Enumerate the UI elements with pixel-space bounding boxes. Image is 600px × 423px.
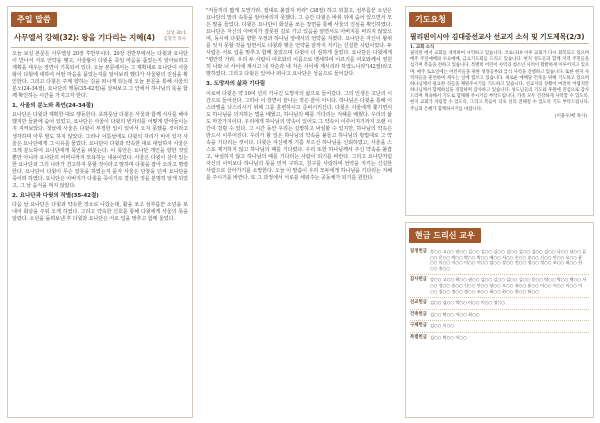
mission-news-title: 필리핀이시아 김대중선교사 선교지 소식 및 기도제목(2/3) — [410, 31, 589, 44]
offering-category: 선교헌금 — [410, 300, 427, 306]
offering-names: 김○○ 박○○ 이○○ — [430, 334, 467, 340]
sermon-title: 사무엘서 강해(32): 왕을 기다리는 지혜(4) — [14, 33, 155, 42]
sermon-continued-column — [204, 6, 394, 418]
section-paragraph-2: 다음 날 요나단은 다윗과 약속한 장소로 나갔는데, 활을 쏘고 심부름꾼 소년을 보내어 화살을 주워 오게 하였다. 그리고 약속한 신호를 통해 다윗에게 사울의 뜻을 알렸다. 소년을 돌려보낸 후 다윗과 요나단은 서로 입을 맞추고 함께 울었다. — [12, 201, 188, 223]
right-column — [405, 6, 594, 418]
mission-news-signature: (이용우/배 목사) — [554, 113, 587, 119]
sermon-passage: 삼상 30:1 — [166, 31, 186, 36]
offering-names: 김○○ 김○○ 박○○ 이○○ 이○○ 정○○ — [430, 300, 505, 306]
continued-paragraph: "저들끼리 짧게 도망가라. 절대로 붙잡지 마라" (38절) 하고 외쳤고, 심부름꾼 소년은 요나단의 말의 속뜻을 알아차리지 못했다. 그 순간 다윗은 바위 뒤에 숨어 있으면서 모든 말을 들었다. 다윗은 요나단이 화살을 쏘는 장면을 통해 사울의 진심을 확인하였다. 요나단은 자신의 아버지가 잘못된 길로 가고 있음을 알면서도 아버지를 버리지 않았으며, 동시에 다윗을 향한 우정과 하나님 앞에서의 언약을 지켰다. 요나단은 자신이 왕위를 잇지 못할 것을 알면서도 다윗과 맺은 언약을 끝까지 지키는 신실한 사람이었다. 두 사람은 서로 입을 맞추고 함께 울었으며 다윗이 더 심하게 울었다. 요나단은 다윗에게 "평안히 가라. 우리 두 사람이 여호와의 이름으로 맹세하여 이르기를 여호와께서 영원히 나와 너 사이에 계시고 내 자손과 네 자손 사이에 계시리라 하였느니라"(42절)라고 말하였다. 그리고 다윗은 일어나 떠나고 요나단은 성읍으로 들어갔다. — [206, 8, 392, 78]
offering-list — [406, 247, 593, 344]
section-heading-3: 3. 도망자의 삶과 기다림 — [206, 81, 266, 88]
sermon-intro: 오늘 보실 본문은 사무엘상 20장 후반부이다. 20장 전반부에서는 다윗과 요나단이 만나서 서로 언약을 맺고, 사울왕이 다윗을 죽일 마음을 품었는지 알아보려고 계획을 세우는 장면이 기록되어 있다. 오늘 본문에서는 그 계획대로 요나단이 사울왕이 다윗에 대하여 어떤 마음을 품었는지를 알아보려 했다가 사울왕의 진심을 확인한다. 그리고 다윗은 주께 향하는 길을 떠나게 되는데 오늘 본문을 통해 사울의 분노(24-34절), 요나단의 행동(35-42절)을 살펴보고 그 안에서 하나님의 뜻을 함께 확인하는 시간을 가지고자 한다. — [12, 51, 188, 100]
offering-row — [410, 321, 589, 333]
offering-row — [410, 247, 589, 275]
section-paragraph-1: 요나단은 다윗과 계획한 대로 행동한다. 초하룻날 다윗은 사울과 함께 식사를 해야 했지만 들판에 숨어 있었고, 요나단은 사울이 다윗의 빈자리를 어떻게 받아들이는지 지켜보았다. 첫날에 사울은 다윗이 부정한 일이 있어서 오지 못했을 것이라고 생각하며 아무 말도 하지 않았다. 그러나 이튿날에도 다윗의 자리가 비어 있자 사울은 요나단에게 그 이유를 물었다. 요나단이 다윗과 약속한 대로 대답하자 사울은 크게 분노하여 요나단에게 폭언을 퍼붓는다. 이 폭언은 요나단 개인을 향한 것일 뿐만 아니라 요나단의 어머니까지 모욕하는 내용이었다. 사울은 다윗이 살아 있는 한 요나단과 그의 나라가 견고하지 못할 것이라고 말하며 다윗을 잡아 오라고 명령한다. 요나단이 다윗이 무슨 잘못을 하였는지 묻자 사울은 단창을 던져 요나단을 죽이려 하였다. 요나단은 아버지가 다윗을 죽이기로 결심한 것을 분명히 알게 되었고, 그 날 음식을 먹지 않았다. — [12, 112, 188, 189]
section-heading-1: 1. 사울의 분노와 폭언(24-34절) — [12, 103, 94, 110]
sermon-continued-body — [204, 8, 394, 182]
offering-row — [410, 275, 589, 298]
offering-category: 건축헌금 — [410, 311, 427, 317]
prayer-tab-label: 기도요청 — [409, 12, 452, 27]
offering-category: 감사헌금 — [410, 277, 427, 283]
offering-row — [410, 298, 589, 310]
sermon-header — [11, 30, 189, 48]
offering-tab-label: 현금 드리신 교우 — [409, 228, 481, 243]
offering-row — [410, 310, 589, 322]
mission-news-paragraph: 필리핀 에서 교회를 개척하여 사역하고 있습니다. 코로나19 이후 교회가 다시 회복되고 있으며 매주 주일예배와 수요예배, 금요기도회를 드리고 있습니다. 현지 성도들과 함께 지역 주민들을 섬기며 복음을 전하고 있습니다. 특별히 어린이 사역과 청소년 사역이 활발하게 이루어지고 있으며, 매주 토요일에는 어린이들을 위한 성경공부와 급식 사역을 진행하고 있습니다. 또한 현지 사역자들을 훈련하여 세우는 일에 힘쓰고 있습니다. 새로운 예배당 건축을 위해 기도하고 있으며 하나님께서 필요한 것들을 채워주시기를 기도하고 있습니다. 선교지의 상황이 여전히 어렵지만 하나님께서 함께하심을 경험하며 감사하고 있습니다. 성도님들의 기도와 후원에 진심으로 감사드리며 계속해서 기도로 함께해 주시기를 부탁드립니다. 가족 모두 건강하게 사역할 수 있도록, 현지 교회가 자립할 수 있도록, 그리고 복음이 더욱 널리 전해질 수 있도록 기도 부탁드립니다. 주님의 은혜가 함께하시기를 바랍니다. — [410, 51, 590, 112]
offering-category: 특별헌금 — [410, 334, 427, 340]
offering-names: 김○○ 박○○ 이○○ 최○○ — [430, 311, 480, 317]
sermon-body — [8, 51, 192, 223]
mission-news-body — [406, 45, 593, 120]
offering-category: 구제헌금 — [410, 323, 427, 329]
offering-names: 강○○ 고○○ 권○○ 김○○ 김○○ 김○○ 김○○ 김○○ 김○○ 김○○ 나○○ 남○○ 류○○ 문○○ 박○○ 박○○ 박○○ 배○○ 서○○ 손○○ 송○○ 신○○ 안○○ 오○○ 윤○○ 이○○ 이○○ 이○○ 이○○ 임○○ 장○○ 전○○ 정○○ 정○○ 조○○ 최○○ 한○○ 홍○○ — [430, 249, 587, 271]
section-heading-2: 2. 요나단과 다윗의 작별(35-42절) — [12, 192, 99, 199]
sermon-meta — [163, 31, 186, 43]
mission-news-subheading: 1. 교회 소식 — [410, 45, 435, 50]
sermon-tab-label: 주일 말씀 — [11, 12, 57, 27]
offering-names: 강○○ 고○○ 곽○○ 권○○ 김○○ 김○○ 김○○ 김○○ 문○○ 박○○ 박○○ 백○○ 서○○ 성○○ 송○○ 신○○ 안○○ 양○○ 오○○ 유○○ 윤○○ 이○○ 이○○ 이○○ 이○○ 장○○ 정○○ 정○○ 조○○ 최○○ 최○○ 한○○ 허○○ — [430, 277, 587, 294]
sermon-column — [7, 6, 193, 418]
prayer-request-box — [405, 6, 594, 216]
offering-category: 일정헌금 — [410, 249, 427, 254]
offering-names: 김○○ 이○○ — [430, 323, 455, 329]
section-paragraph-3: 이로써 다윗은 약 10여 년의 기나긴 도망자의 삶으로 들어갔다. 그의 인생은 고난의 시간으로 들어선다. 그러나 이 장면이 끝나는 것은 끝이 아니다. 하나님은 다윗을 통해 이스라엘을 다스리시기 위해 그를 훈련하시고 준비시키신다. 다윗은 사울에게 쫓기면서도 하나님을 의지하는 법을 배웠고, 하나님의 때를 기다리는 지혜를 배웠다. 우리의 삶도 마찬가지이다. 우리에게 하나님의 약속이 있어도 그 약속이 이루어지기까지 오랜 시간이 걸릴 수 있다. 그 시간 동안 우리는 실망하고 낙심할 수 있지만, 하나님의 약속은 반드시 이루어진다. 우리가 할 일은 하나님의 약속을 붙들고 하나님의 방법대로 그 약속을 기다리는 것이다. 다윗은 자신에게 기름 부으신 하나님을 신뢰하였고, 사울을 스스로 제거하지 않고 하나님의 때를 기다렸다. 우리 또한 하나님께서 주신 약속을 붙잡고, 낙심하지 않고 하나님의 때를 기다리는 사람이 되기를 바란다. 그리고 요나단처럼 자신의 이익보다 하나님의 뜻을 먼저 구하고, 친구를 사랑하며 언약을 지키는 신실한 사람으로 살아가기를 소망한다. 오늘 이 말씀이 우리 모두에게 하나님을 기다리는 지혜를 주시기를 바란다. 또 그 과정에서 서로를 세워주는 공동체가 되기를 원한다. — [206, 90, 392, 182]
offering-box — [405, 222, 594, 418]
sermon-preacher: 김형국 목사 — [163, 37, 186, 42]
offering-row — [410, 333, 589, 344]
